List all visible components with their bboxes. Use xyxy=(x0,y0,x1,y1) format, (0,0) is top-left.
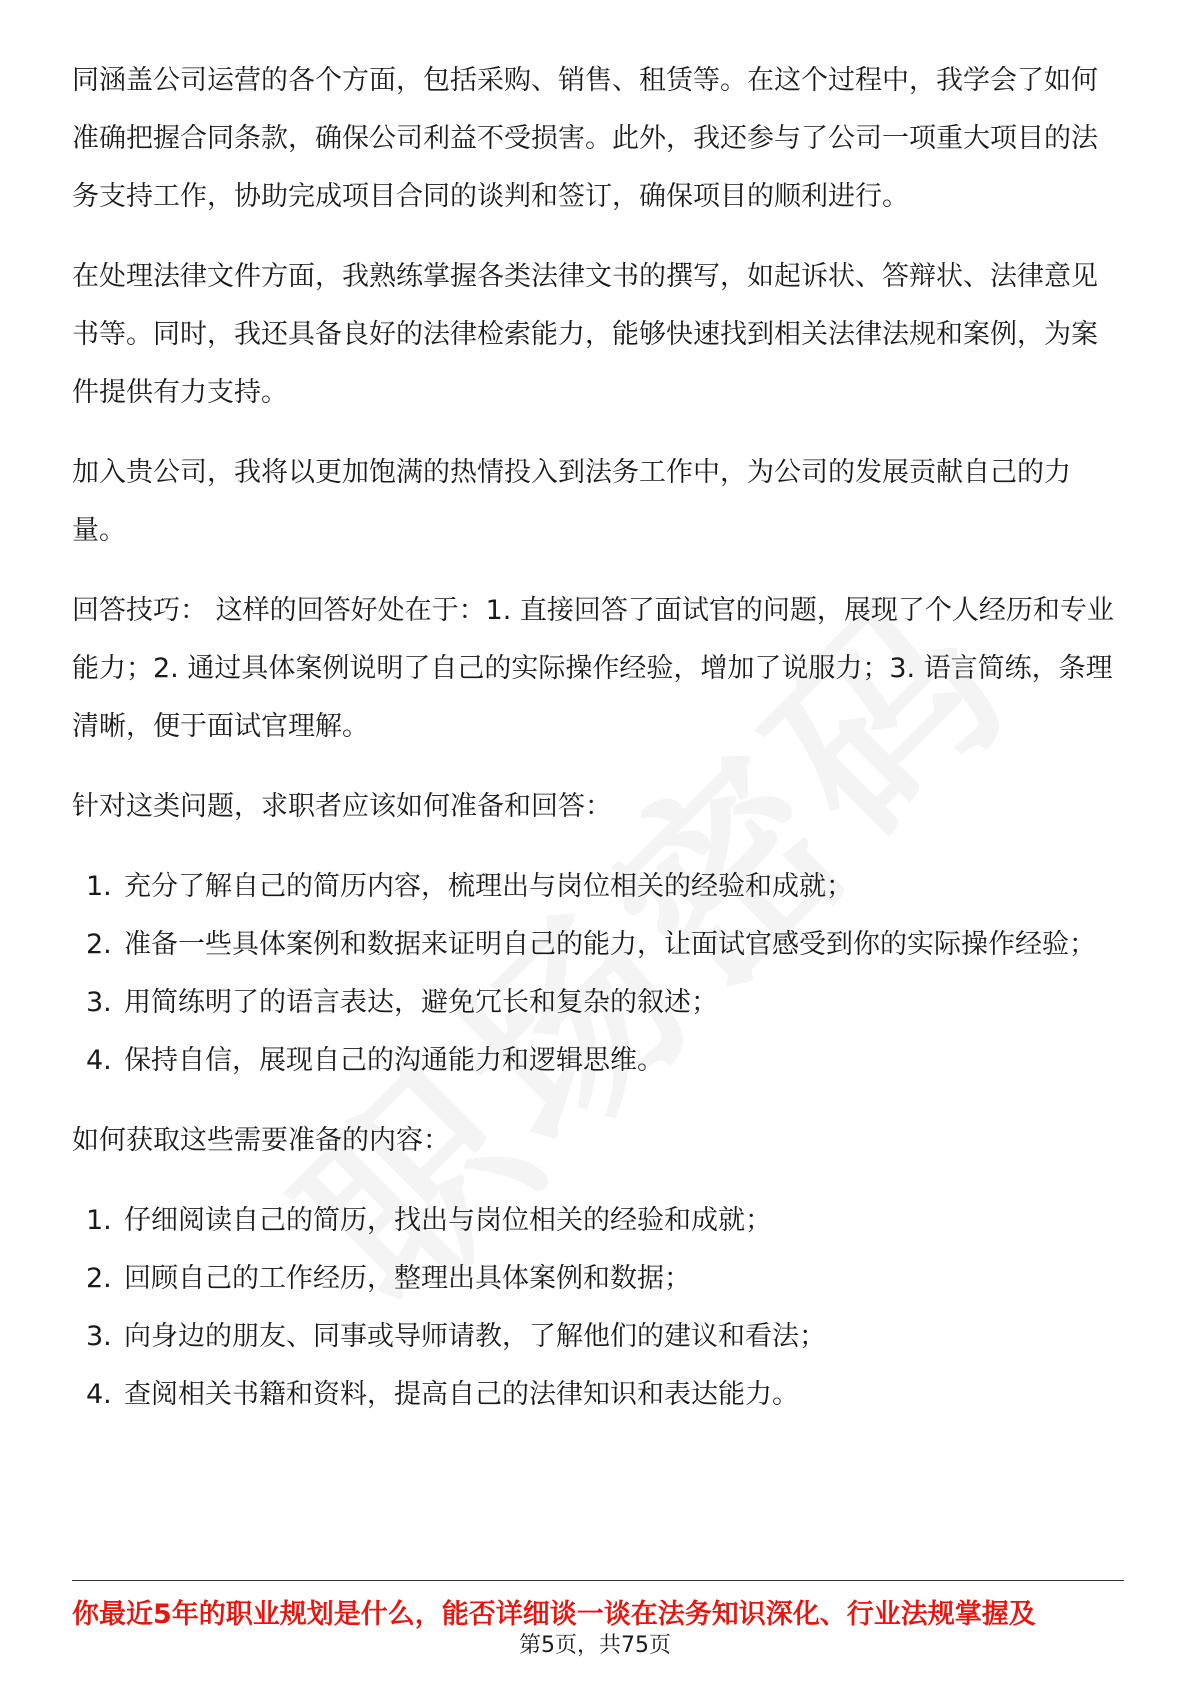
paragraph-answer-tips: 回答技巧： 这样的回答好处在于：1. 直接回答了面试官的问题，展现了个人经历和专业能力；2. 通过具体案例说明了自己的实际操作经验，增加了说服力；3. 语言简练，条理清晰，便于面试官理解。 xyxy=(72,595,1114,742)
list-item xyxy=(72,916,1122,974)
list-item xyxy=(72,1308,1122,1366)
list-number: 1. xyxy=(86,871,112,902)
list-item xyxy=(72,858,1122,916)
list-item-text: 向身边的朋友、同事或导师请教，了解他们的建议和看法； xyxy=(124,1321,826,1352)
list-number: 3. xyxy=(86,987,112,1018)
obtain-list xyxy=(72,1192,1122,1424)
next-question-heading: 你最近5年的职业规划是什么，能否详细谈一谈在法务知识深化、行业法规掌握及 xyxy=(72,1599,1036,1630)
page-content xyxy=(72,52,1122,1446)
footer-divider xyxy=(72,1580,1124,1581)
prepare-list xyxy=(72,858,1122,1090)
list-item-text: 用简练明了的语言表达，避免冗长和复杂的叙述； xyxy=(124,987,718,1018)
list-number: 2. xyxy=(86,929,112,960)
list-item-text: 回顾自己的工作经历，整理出具体案例和数据； xyxy=(124,1263,691,1294)
paragraph-legal-documents: 在处理法律文件方面，我熟练掌握各类法律文书的撰写，如起诉状、答辩状、法律意见书等。同时，我还具备良好的法律检索能力，能够快速找到相关法律法规和案例，为案件提供有力支持。 xyxy=(72,261,1098,408)
list-item xyxy=(72,1250,1122,1308)
list-item-text: 保持自信，展现自己的沟通能力和逻辑思维。 xyxy=(124,1045,664,1076)
paragraph-how-to-obtain: 如何获取这些需要准备的内容： xyxy=(72,1125,450,1156)
list-item xyxy=(72,1366,1122,1424)
list-item xyxy=(72,1192,1122,1250)
page-number: 第5页，共75页 xyxy=(519,1633,671,1658)
list-number: 1. xyxy=(86,1205,112,1236)
list-item-text: 仔细阅读自己的简历，找出与岗位相关的经验和成就； xyxy=(124,1205,772,1236)
paragraph-contract-work: 同涵盖公司运营的各个方面，包括采购、销售、租赁等。在这个过程中，我学会了如何准确把握合同条款，确保公司利益不受损害。此外，我还参与了公司一项重大项目的法务支持工作，协助完成项目合同的谈判和签订，确保项目的顺利进行。 xyxy=(72,65,1098,212)
paragraph-join-company: 加入贵公司，我将以更加饱满的热情投入到法务工作中，为公司的发展贡献自己的力量。 xyxy=(72,457,1071,546)
list-item xyxy=(72,974,1122,1032)
list-number: 4. xyxy=(86,1379,112,1410)
list-item-text: 查阅相关书籍和资料，提高自己的法律知识和表达能力。 xyxy=(124,1379,799,1410)
paragraph-how-to-prepare: 针对这类问题，求职者应该如何准备和回答： xyxy=(72,791,612,822)
list-item xyxy=(72,1032,1122,1090)
list-item-text: 准备一些具体案例和数据来证明自己的能力，让面试官感受到你的实际操作经验； xyxy=(124,929,1096,960)
list-number: 2. xyxy=(86,1263,112,1294)
list-number: 3. xyxy=(86,1321,112,1352)
list-item-text: 充分了解自己的简历内容，梳理出与岗位相关的经验和成就； xyxy=(124,871,853,902)
list-number: 4. xyxy=(86,1045,112,1076)
